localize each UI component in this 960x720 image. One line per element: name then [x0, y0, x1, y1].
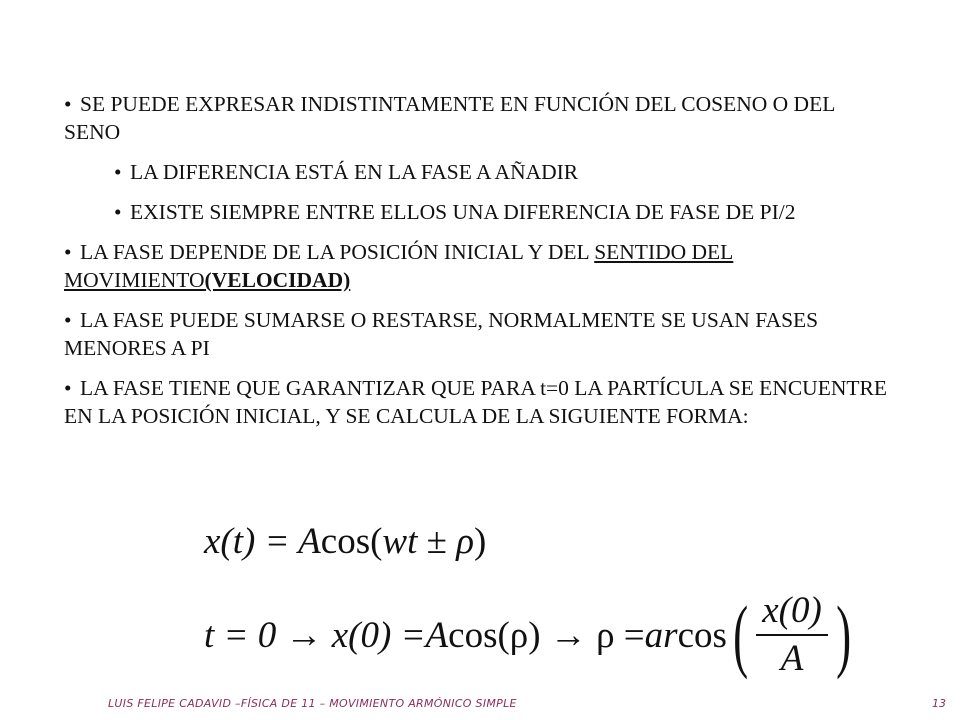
fraction-numerator: x(0)	[756, 588, 828, 636]
fraction	[756, 588, 828, 682]
footer-text: LUIS FELIPE CADAVID –FÍSICA DE 11 – MOVIMIENTO ARMÓNICO SIMPLE	[108, 697, 517, 710]
bullet-item: • LA FASE TIENE QUE GARANTIZAR QUE PARA t=0 LA PARTÍCULA SE ENCUENTRE EN LA POSICIÓN INICIAL, Y SE CALCULA DE LA SIGUIENTE FORMA:	[64, 376, 887, 428]
bullet-item: • LA FASE PUEDE SUMARSE O RESTARSE, NORMALMENTE SE USAN FASES MENORES A PI	[64, 308, 819, 360]
right-paren: )	[835, 589, 851, 680]
underlined-text: SENTIDO DEL MOVIMIENTO	[64, 240, 734, 292]
bullet-item: • LA FASE DEPENDE DE LA POSICIÓN INICIAL Y DEL SENTIDO DEL MOVIMIENTO(VELOCIDAD)	[64, 240, 734, 292]
sub-bullet-item: • LA DIFERENCIA ESTÁ EN LA FASE A AÑADIR	[114, 160, 579, 184]
bullet-item: • SE PUEDE EXPRESAR INDISTINTAMENTE EN FUNCIÓN DEL COSENO O DEL SENO	[64, 92, 835, 144]
equation-phase: t = 0 → x(0) = A cos(ρ) → ρ = ar cos ( $\frac{x(0)}{A}$ )	[204, 589, 851, 680]
sub-bullet-item: • EXISTE SIEMPRE ENTRE ELLOS UNA DIFERENCIA DE FASE DE PI/2	[114, 200, 796, 224]
bold-underlined-text: (VELOCIDAD)	[204, 268, 351, 292]
page-number: 13	[932, 697, 946, 710]
fraction-denominator: A	[780, 638, 804, 679]
equation-position: x(t) = Acos(wt ± ρ)	[204, 521, 487, 562]
left-paren: (	[733, 589, 749, 680]
bullet-list	[64, 90, 894, 442]
